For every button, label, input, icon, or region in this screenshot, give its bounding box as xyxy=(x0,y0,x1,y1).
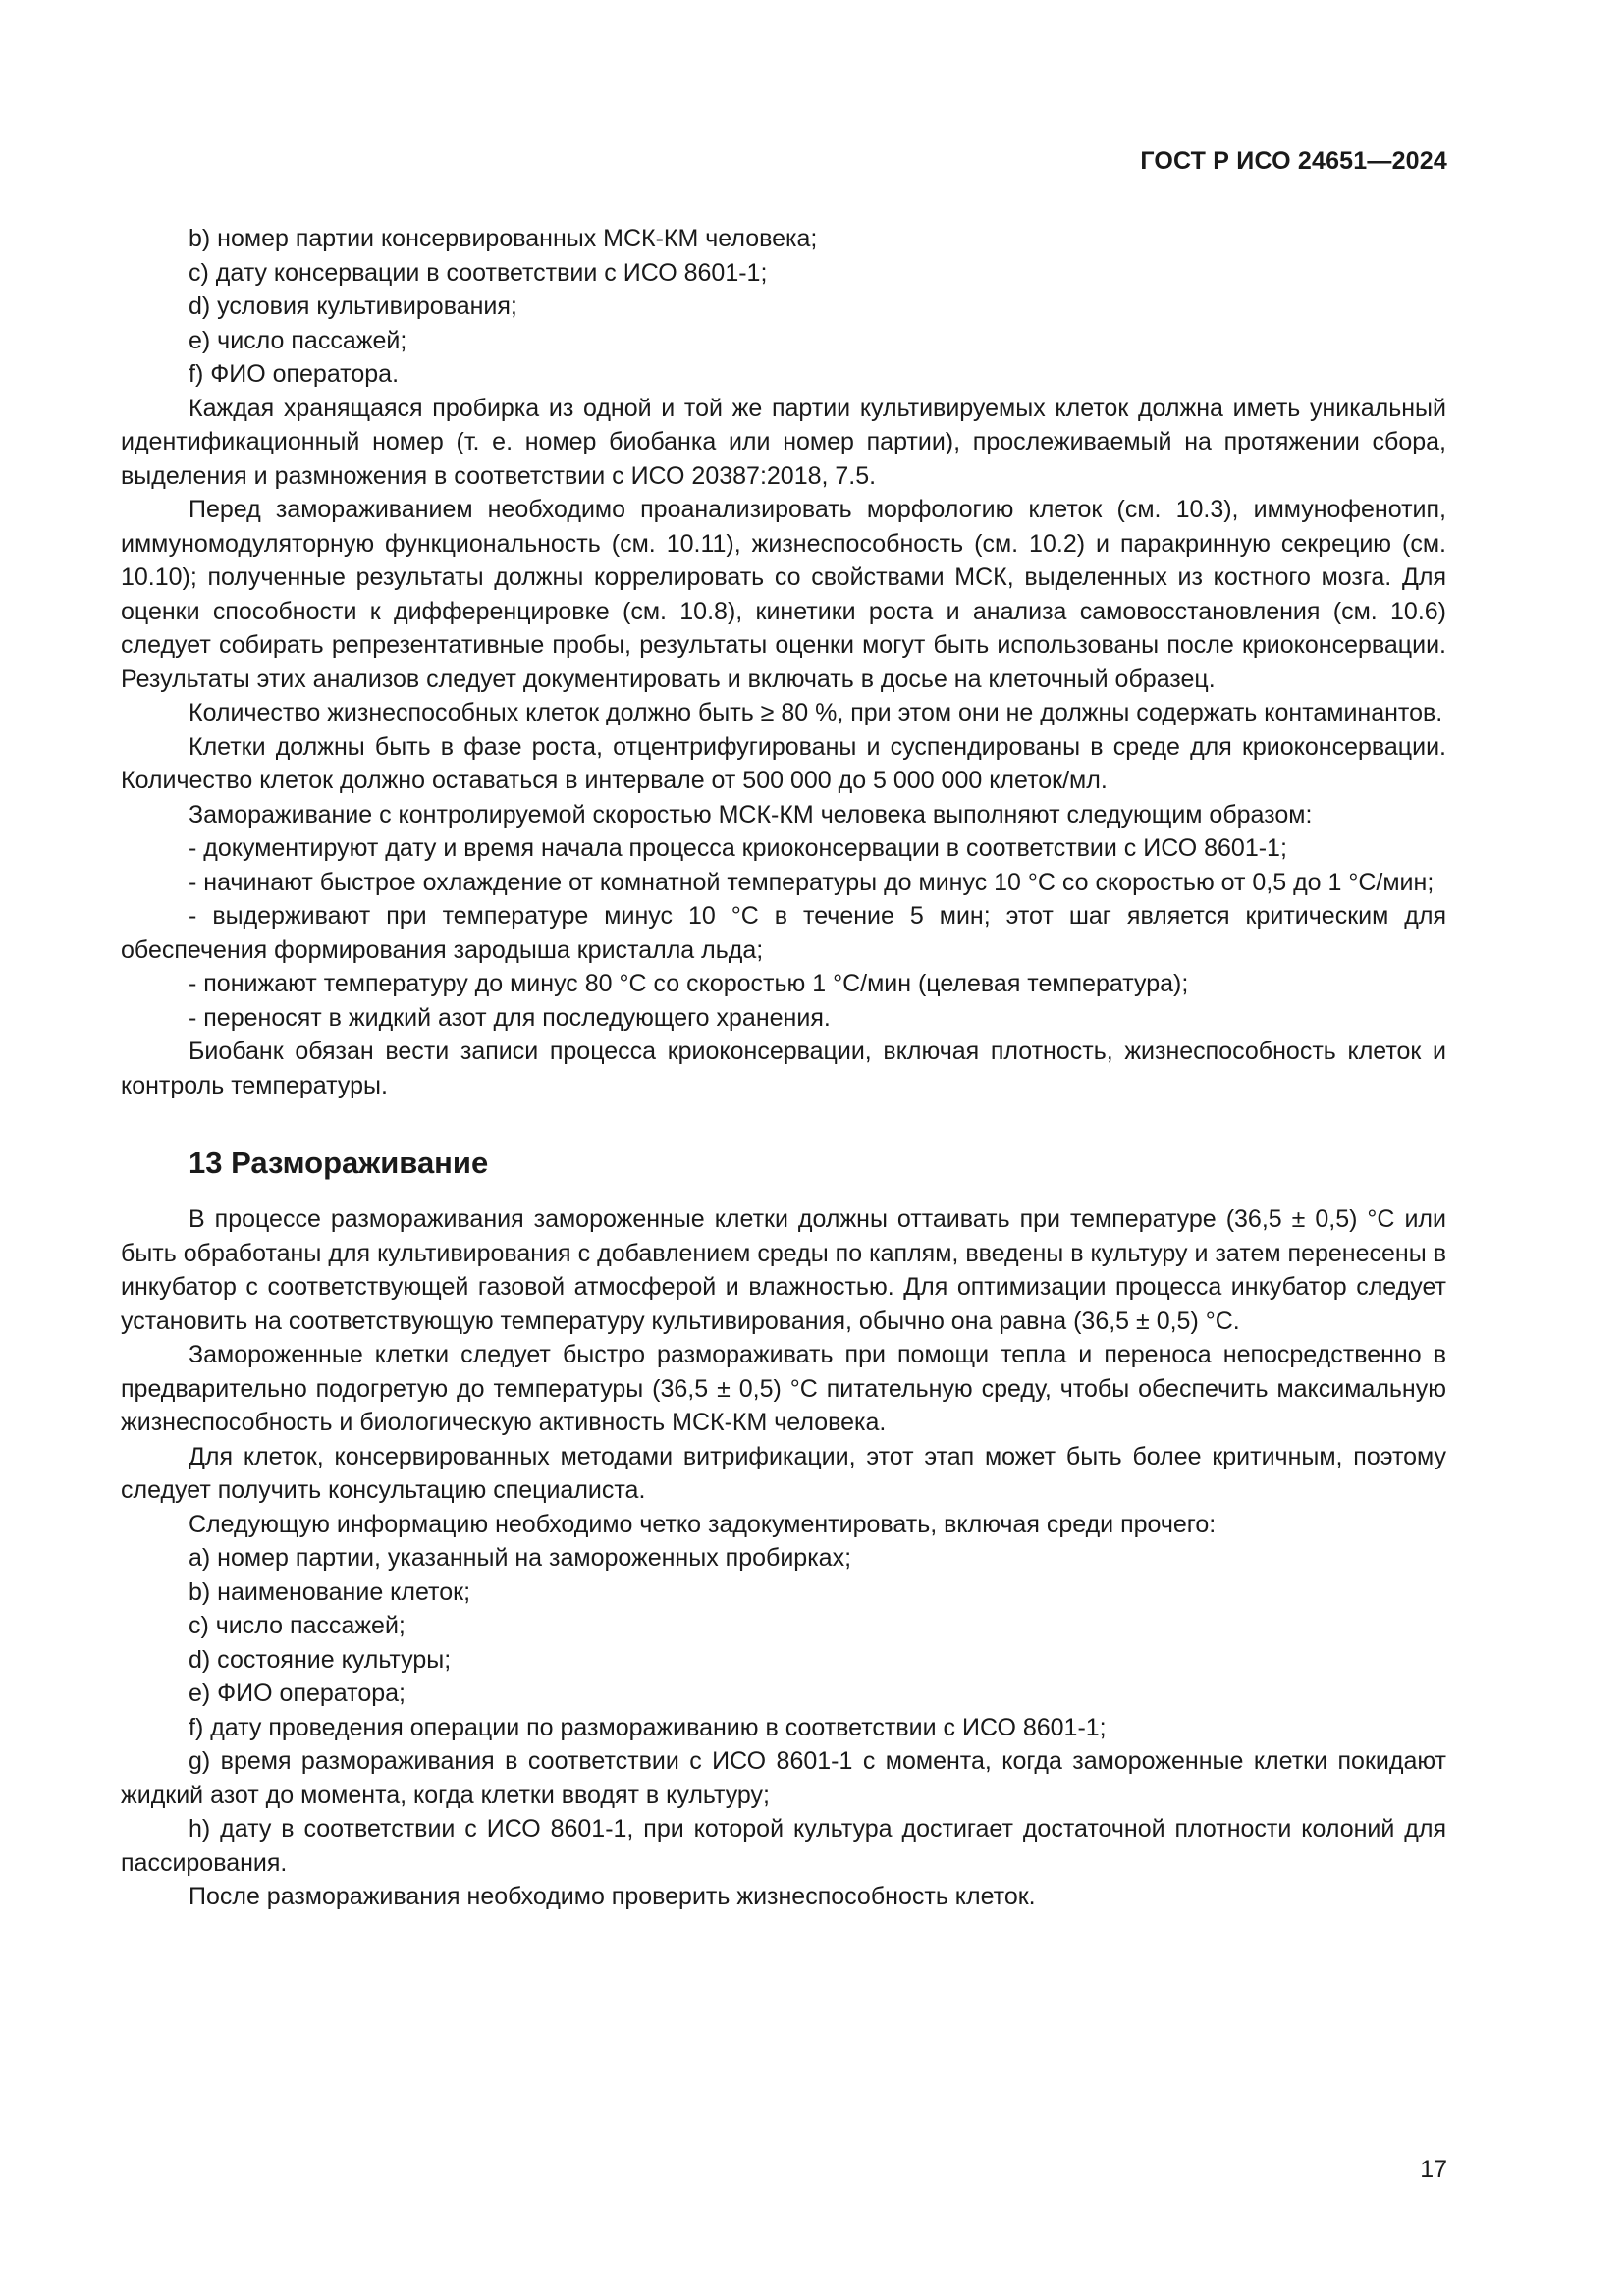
freeze-step: - начинают быстрое охлаждение от комнатной температуры до минус 10 °С со скоростью от 0,5 до 1 °С/мин; xyxy=(189,868,1435,896)
paragraph: Для клеток, консервированных методами витрификации, этот этап может быть более критичным, поэтому следует получить консультацию специалиста. xyxy=(121,1442,1446,1504)
list-item: h) дату в соответствии с ИСО 8601-1, при которой культура достигает достаточной плотности колоний для пассирования. xyxy=(121,1815,1446,1877)
list-item: a) номер партии, указанный на замороженных пробирках; xyxy=(189,1544,852,1572)
list-item: g) время размораживания в соответствии с ИСО 8601-1 с момента, когда замороженные клетки покидают жидкий азот до момента, когда клетки вводят в культуру; xyxy=(121,1747,1446,1809)
paragraph: Клетки должны быть в фазе роста, отцентрифугированы и суспендированы в среде для криоконсервации. Количество клеток должно оставаться в интервале от 500 000 до 5 000 000 клеток/мл. xyxy=(121,732,1446,794)
paragraph: Каждая хранящаяся пробирка из одной и той же партии культивируемых клеток должна иметь уникальный идентификационный номер (т. е. номер биобанка или номер партии), прослеживаемый на протяжении сбора, выделения и размножения в соответствии с ИСО 20387:2018, 7.5. xyxy=(121,394,1446,490)
paragraph: Перед замораживанием необходимо проанализировать морфологию клеток (см. 10.3), иммунофенотип, иммуномодуляторную функциональность (см. 10.11), жизнеспособность (см. 10.2) и паракринную секрецию (см. 10.10); полученные результаты должны коррелировать со свойствами МСК, выделенных из костного мозга. Для оценки способности к дифференцировке (см. 10.8), кинетики роста и анализа самовосстановления (см. 10.6) следует собирать репрезентативные пробы, результаты оценки могут быть использованы после криоконсервации. Результаты этих анализов следует документировать и включать в досье на клеточный образец. xyxy=(121,496,1446,693)
paragraph: После размораживания необходимо проверить жизнеспособность клеток. xyxy=(189,1883,1036,1910)
paragraph: Количество жизнеспособных клеток должно быть ≥ 80 %, при этом они не должны содержать контаминантов. xyxy=(189,699,1443,726)
document-body xyxy=(121,222,1446,1914)
paragraph: В процессе размораживания замороженные клетки должны оттаивать при температуре (36,5 ± 0,5) °С или быть обработаны для культивирования с добавлением среды по каплям, введены в культуру и затем перенесены в инкубатор с соответствующей газовой атмосферой и влажностью. Для оптимизации процесса инкубатор следует установить на соответствующую температуру культивирования, обычно она равна (36,5 ± 0,5) °С. xyxy=(121,1205,1446,1335)
paragraph: Замораживание с контролируемой скоростью МСК-КМ человека выполняют следующим образом: xyxy=(189,800,1313,828)
freeze-step: - переносят в жидкий азот для последующего хранения. xyxy=(189,1003,831,1032)
list-item: e) число пассажей; xyxy=(189,326,407,354)
paragraph: Замороженные клетки следует быстро размораживать при помощи тепла и переноса непосредственно в предварительно подогретую до температуры (36,5 ± 0,5) °С питательную среду, чтобы обеспечить максимальную жизнеспособность и биологическую активность МСК-КМ человека. xyxy=(121,1341,1446,1436)
list-item: c) дату консервации в соответствии с ИСО 8601-1; xyxy=(189,258,768,287)
section-title: 13 Размораживание xyxy=(189,1146,489,1180)
freeze-step: - понижают температуру до минус 80 °С со скоростью 1 °С/мин (целевая температура); xyxy=(189,970,1189,997)
list-item: d) состояние культуры; xyxy=(189,1645,452,1674)
freeze-step: - выдерживают при температуре минус 10 °С в течение 5 мин; этот шаг является критическим для обеспечения формирования зародыша кристалла льда; xyxy=(121,902,1446,964)
list-item: f) ФИО оператора. xyxy=(189,360,400,388)
list-item: c) число пассажей; xyxy=(189,1612,406,1639)
page-number: 17 xyxy=(1420,2156,1447,2183)
list-item: e) ФИО оператора; xyxy=(189,1680,406,1707)
list-item: f) дату проведения операции по размораживанию в соответствии с ИСО 8601-1; xyxy=(189,1713,1107,1741)
list-item: d) условия культивирования; xyxy=(189,293,517,320)
paragraph: Биобанк обязан вести записи процесса криоконсервации, включая плотность, жизнеспособность клеток и контроль температуры. xyxy=(121,1038,1446,1099)
freeze-step: - документируют дату и время начала процесса криоконсервации в соответствии с ИСО 8601-1; xyxy=(189,834,1287,862)
list-item: b) наименование клеток; xyxy=(189,1577,471,1606)
document-header: ГОСТ Р ИСО 24651—2024 xyxy=(1140,147,1447,175)
list-item: b) номер партии консервированных МСК-КМ человека; xyxy=(189,225,818,252)
paragraph: Следующую информацию необходимо четко задокументировать, включая среди прочего: xyxy=(189,1510,1217,1538)
